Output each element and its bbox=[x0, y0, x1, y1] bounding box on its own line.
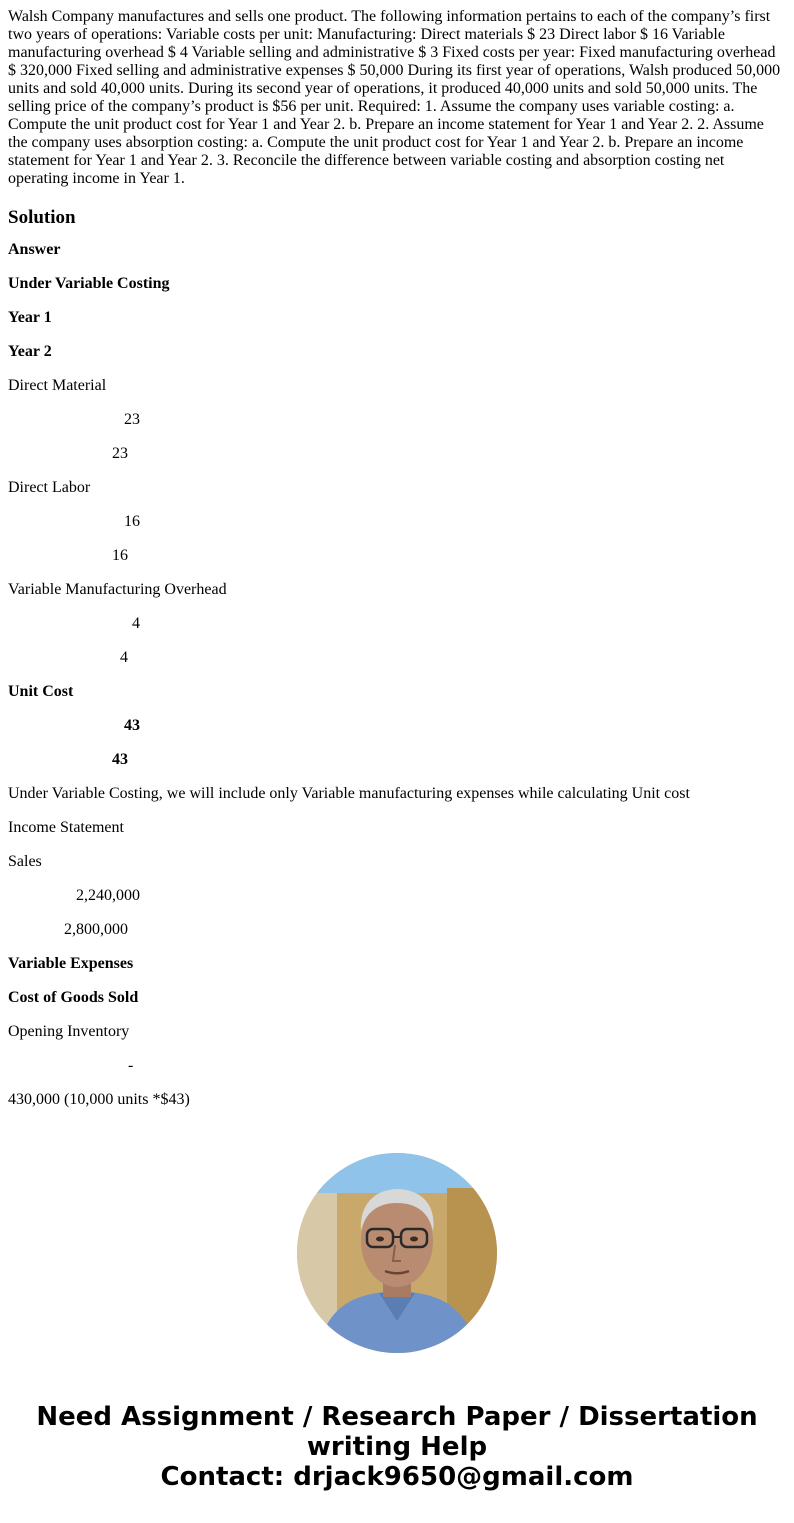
income-statement-label: Income Statement bbox=[8, 819, 124, 836]
direct-labor-label: Direct Labor bbox=[8, 479, 91, 496]
direct-material-label: Direct Material bbox=[8, 377, 107, 394]
solution-heading: Solution bbox=[8, 207, 76, 228]
avatar-photo bbox=[297, 1153, 497, 1353]
promo-line-1: Need Assignment / Research Paper / Dissertation bbox=[36, 1402, 758, 1432]
promo-banner bbox=[0, 1402, 794, 1492]
opening-inventory-year2: 430,000 (10,000 units *$43) bbox=[8, 1091, 190, 1108]
sales-year1: 2,240,000 bbox=[76, 887, 140, 904]
variable-mfg-overhead-year1: 4 bbox=[132, 615, 140, 632]
sales-label: Sales bbox=[8, 853, 42, 870]
promo-contact: Contact: drjack9650@gmail.com bbox=[160, 1462, 634, 1492]
opening-inventory-year1: - bbox=[128, 1057, 134, 1074]
variable-expenses-label: Variable Expenses bbox=[8, 955, 134, 972]
variable-mfg-overhead-label: Variable Manufacturing Overhead bbox=[8, 581, 227, 598]
answer-label: Answer bbox=[8, 241, 61, 258]
question-text: Walsh Company manufactures and sells one product. The following information pertains to each of the company’s first two years of operations: Variable costs per unit: Manufacturing: Direct materials $ 23 Direct labor $ 16 Variable manufacturing overhead $ 4 Variable selling and administrative $ 3 Fixed costs per year: Fixed manufacturing overhead $ 320,000 Fixed selling and administrative expenses $ 50,000 During its first year of operations, Walsh produced 50,000 units and sold 40,000 units. During its second year of operations, it produced 40,000 units and sold 50,000 units. The selling price of the company’s product is $56 per unit. Required: 1. Assume the company uses variable costing: a. Compute the unit product cost for Year 1 and Year 2. b. Prepare an income statement for Year 1 and Year 2. 2. Assume the company uses absorption costing: a. Compute the unit product cost for Year 1 and Year 2. b. Prepare an income statement for Year 1 and Year 2. 3. Reconcile the difference between variable costing and absorption costing net operating income in Year 1. bbox=[8, 8, 781, 187]
direct-material-year2: 23 bbox=[112, 445, 128, 462]
year2-label: Year 2 bbox=[8, 343, 52, 360]
direct-material-year1: 23 bbox=[124, 411, 140, 428]
under-variable-costing-label: Under Variable Costing bbox=[8, 275, 170, 292]
variable-costing-note: Under Variable Costing, we will include only Variable manufacturing expenses while calculating Unit cost bbox=[8, 785, 690, 802]
sales-year2: 2,800,000 bbox=[64, 921, 128, 938]
year1-label: Year 1 bbox=[8, 309, 52, 326]
direct-labor-year1: 16 bbox=[124, 513, 140, 530]
unit-cost-year2: 43 bbox=[112, 751, 128, 768]
unit-cost-year1: 43 bbox=[124, 717, 140, 734]
promo-line-2: writing Help bbox=[306, 1432, 488, 1462]
opening-inventory-label: Opening Inventory bbox=[8, 1023, 130, 1040]
variable-mfg-overhead-year2: 4 bbox=[120, 649, 128, 666]
document-content bbox=[8, 0, 786, 1109]
direct-labor-year2: 16 bbox=[112, 547, 128, 564]
unit-cost-label: Unit Cost bbox=[8, 683, 74, 700]
author-avatar bbox=[297, 1153, 497, 1353]
cogs-label: Cost of Goods Sold bbox=[8, 989, 139, 1006]
